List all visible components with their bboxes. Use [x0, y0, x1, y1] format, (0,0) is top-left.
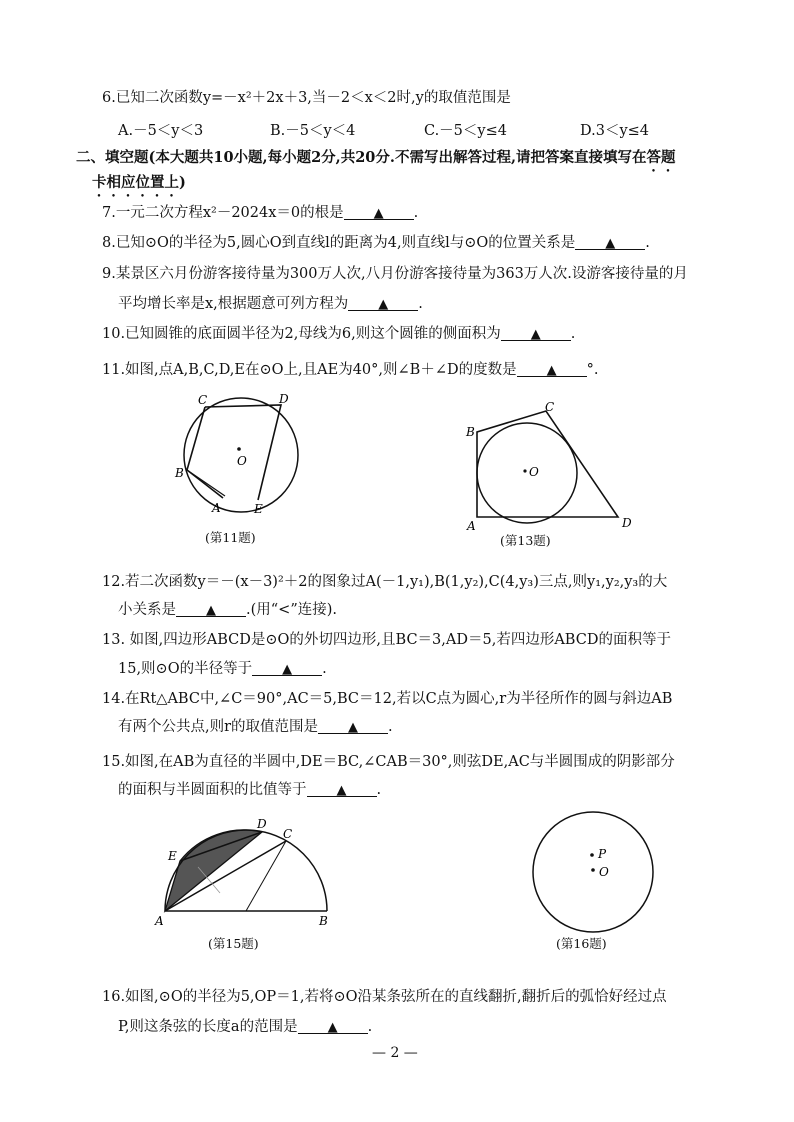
q12-end: .(用“<”连接). — [246, 602, 338, 618]
fig11-label-c: C — [198, 393, 208, 407]
q12-line2 — [118, 600, 337, 620]
fig11-ba-chord — [187, 470, 225, 496]
q15-marker: ▲ — [336, 783, 347, 798]
fig11-label-a: A — [212, 501, 221, 515]
q14-end: . — [388, 719, 393, 735]
q16-end: . — [367, 1019, 373, 1035]
q11 — [102, 360, 598, 380]
fig13-label-b: B — [466, 425, 475, 439]
q7-answer-blank[interactable] — [344, 203, 414, 220]
q16-marker: ▲ — [327, 1020, 338, 1035]
fig16-center-o — [591, 868, 595, 872]
fig15-label-a: A — [155, 914, 164, 928]
fig13-incircle — [477, 423, 577, 523]
q16-line2 — [118, 1017, 372, 1037]
q6-option-d: D.3＜y≤4 — [580, 123, 650, 139]
fig15-label-d: D — [257, 817, 267, 831]
q9-line1: 9.某景区六月份游客接待量为300万人次,八月份游客接待量为363万人次.设游客接待量的月 — [102, 266, 688, 282]
q13-line2 — [118, 659, 327, 679]
q14-text: 有两个公共点,则r的取值范围是 — [118, 719, 319, 735]
fig16-label-o: O — [599, 865, 609, 879]
q10 — [102, 324, 575, 344]
q7-end: . — [413, 205, 419, 221]
q15-answer-blank[interactable] — [307, 780, 377, 797]
q16-answer-blank[interactable] — [298, 1017, 368, 1034]
fig11-label-e: E — [254, 502, 263, 516]
figure-15 — [150, 815, 340, 930]
q8-end: . — [645, 235, 650, 251]
section2-heading-emph1: 答题 — [646, 149, 676, 166]
q11-end: °. — [586, 362, 599, 378]
q12-text: 小关系是 — [118, 602, 176, 618]
fig15-label-c: C — [283, 827, 293, 841]
q14-line2 — [118, 717, 393, 737]
q15-text: 的面积与半圆面积的比值等于 — [118, 782, 307, 798]
q13-end: . — [322, 661, 327, 677]
q6-option-b: B.－5＜y＜4 — [270, 123, 356, 139]
fig16-point-p — [590, 853, 594, 857]
q14-answer-blank[interactable] — [318, 717, 388, 734]
fig11-label-b: B — [175, 466, 184, 480]
q12-answer-blank[interactable] — [176, 600, 246, 617]
q11-marker: ▲ — [546, 363, 557, 378]
section2-heading-emph2: 卡相应位置上 — [92, 174, 179, 191]
fig15-label-e: E — [168, 849, 177, 863]
q15-line2 — [118, 780, 381, 800]
fig16-label-p: P — [598, 847, 607, 861]
fig11-caption: (第11题) — [205, 530, 256, 545]
fig13-label-c: C — [545, 400, 555, 414]
q10-answer-blank[interactable] — [501, 324, 571, 341]
q12-line1: 12.若二次函数y＝－(x－3)²＋2的图象过A(－1,y₁),B(1,y₂),C(4,y₃)三点,则y₁,y₂,y₃的大 — [102, 574, 668, 590]
q8 — [102, 233, 650, 253]
fig13-label-d: D — [622, 516, 632, 530]
q9-end: . — [418, 296, 423, 312]
q10-text: 10.已知圆锥的底面圆半径为2,母线为6,则这个圆锥的侧面积为 — [102, 326, 501, 342]
fig16-circle — [533, 812, 653, 932]
page-number: — 2 — — [372, 1045, 418, 1061]
q11-answer-blank[interactable] — [517, 360, 587, 377]
q13-line1: 13. 如图,四边形ABCD是⊙O的外切四边形,且BC＝3,AD＝5,若四边形ABCD的面积等于 — [102, 632, 671, 648]
q6-option-c: C.－5＜y≤4 — [424, 123, 507, 139]
fig13-label-a: A — [467, 519, 476, 531]
q7-marker: ▲ — [373, 206, 384, 221]
q7 — [102, 203, 418, 223]
q16-line1: 16.如图,⊙O的半径为5,OP＝1,若将⊙O沿某条弦所在的直线翻折,翻折后的弧恰好经过点 — [102, 989, 667, 1005]
q12-marker: ▲ — [206, 603, 216, 618]
q7-text: 7.一元二次方程x²－2024x＝0的根是 — [102, 205, 344, 221]
section2-heading-close: ) — [179, 174, 186, 191]
q16-text: P,则这条弦的长度a的范围是 — [118, 1019, 298, 1035]
q14-marker: ▲ — [348, 720, 359, 735]
q10-marker: ▲ — [530, 327, 541, 342]
q8-answer-blank[interactable] — [575, 233, 645, 250]
q8-text: 8.已知⊙O的半径为5,圆心O到直线l的距离为4,则直线l与⊙O的位置关系是 — [102, 235, 576, 251]
q14-line1: 14.在Rt△ABC中,∠C＝90°,AC＝5,BC＝12,若以C点为圆心,r为半径所作的圆与斜边AB — [102, 691, 673, 707]
fig11-label-d: D — [279, 392, 289, 406]
fig13-label-o: O — [529, 465, 539, 479]
q9-marker: ▲ — [378, 297, 389, 312]
section2-heading-text: 二、填空题(本大题共10小题,每小题2分,共20分.不需写出解答过程,请把答案直接填写在 — [76, 149, 647, 166]
q13-text: 15,则⊙O的半径等于 — [118, 661, 253, 677]
fig11-center-dot — [237, 447, 241, 451]
fig15-caption: (第15题) — [208, 936, 259, 951]
fig13-center-dot — [523, 469, 526, 472]
section2-heading-line2 — [92, 173, 186, 200]
fig15-shaded-region — [165, 830, 262, 911]
fig15-label-b: B — [319, 914, 328, 928]
fig13-caption: (第13题) — [500, 533, 551, 548]
q6-text: 6.已知二次函数y=－x²＋2x＋3,当－2＜x＜2时,y的取值范围是 — [102, 90, 511, 106]
fig11-cdE-lines — [205, 405, 281, 500]
figure-16 — [520, 808, 670, 938]
fig11-label-o: O — [237, 454, 247, 468]
figure-11 — [165, 390, 325, 530]
q13-marker: ▲ — [282, 662, 293, 677]
fig16-caption: (第16题) — [556, 936, 607, 951]
q8-marker: ▲ — [605, 236, 616, 251]
q9-answer-blank[interactable] — [348, 294, 418, 311]
figure-13 — [458, 396, 638, 531]
q9-text: 平均增长率是x,根据题意可列方程为 — [118, 296, 349, 312]
q11-text: 11.如图,点A,B,C,D,E在⊙O上,且AE为40°,则∠B＋∠D的度数是 — [102, 362, 517, 378]
fig15-radius-oc — [246, 841, 286, 911]
q15-end: . — [376, 782, 382, 798]
section2-heading-line1 — [76, 148, 676, 175]
q10-end: . — [570, 326, 576, 342]
q9-line2 — [118, 294, 423, 314]
q6-option-a: A.－5＜y＜3 — [118, 123, 204, 139]
q15-line1: 15.如图,在AB为直径的半圆中,DE＝BC,∠CAB＝30°,则弦DE,AC与半圆围成的阴影部分 — [102, 754, 675, 770]
q13-answer-blank[interactable] — [252, 659, 322, 676]
